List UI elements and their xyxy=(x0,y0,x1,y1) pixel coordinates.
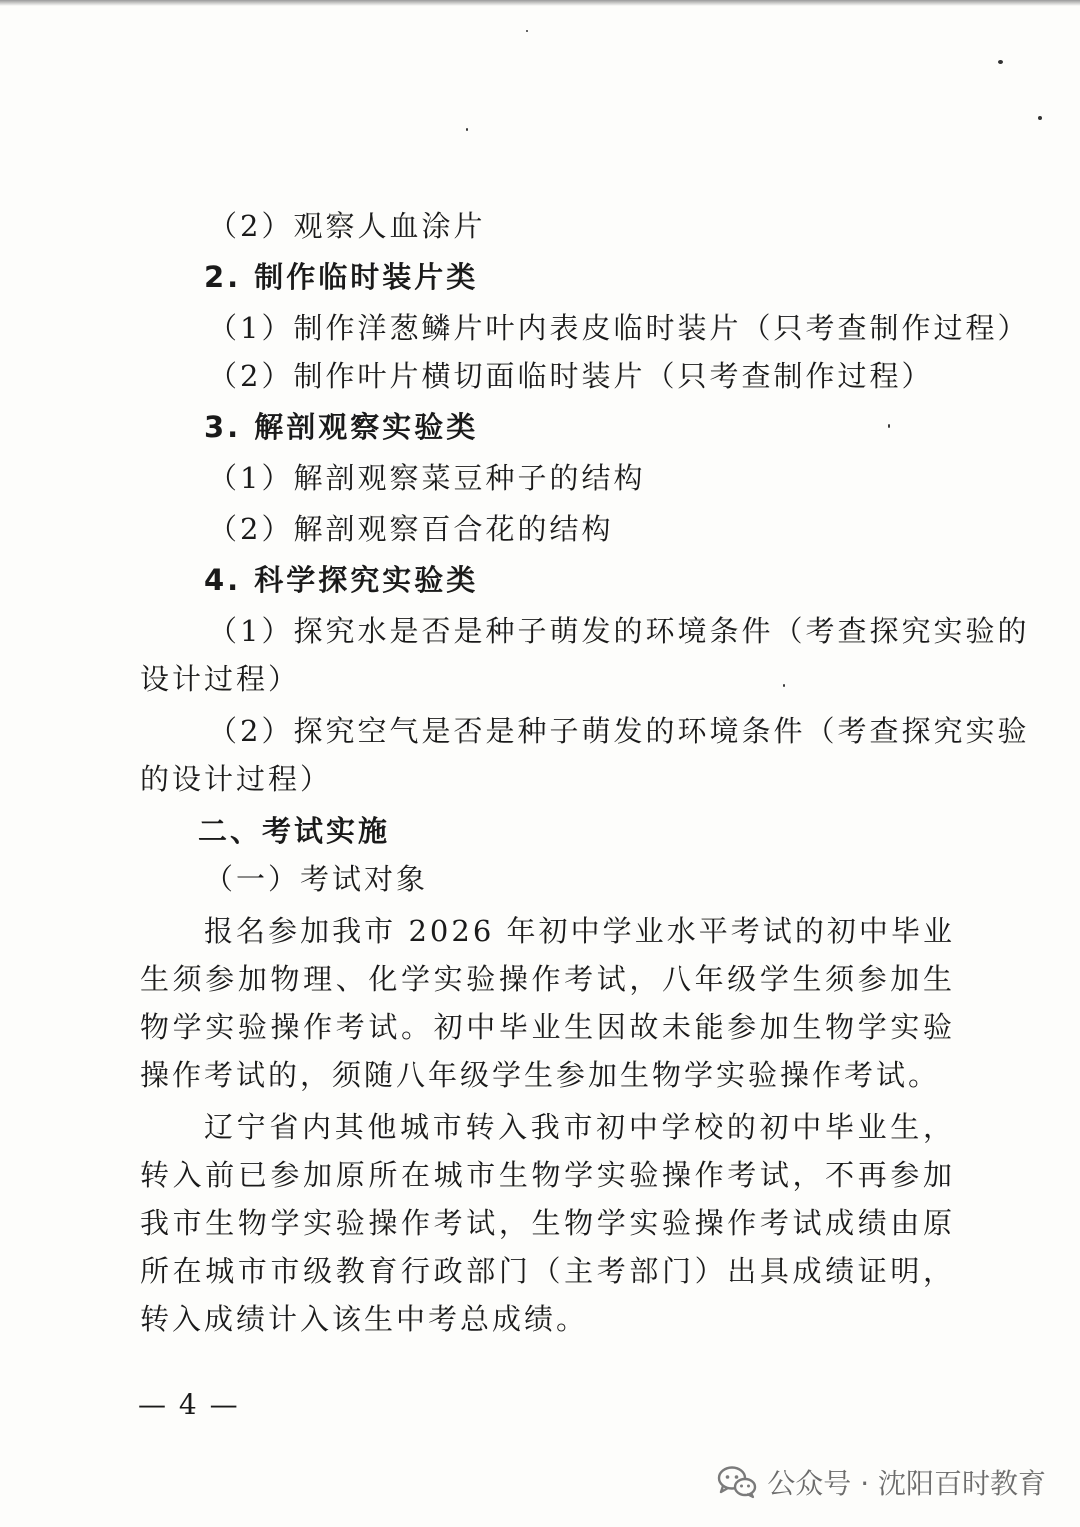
list-item: （1）探究水是否是种子萌发的环境条件（考查探究实验的 xyxy=(208,614,1030,648)
list-item-continuation: 设计过程） xyxy=(140,662,301,696)
list-item: （2）探究空气是否是种子萌发的环境条件（考查探究实验 xyxy=(208,714,1030,748)
scan-speck xyxy=(466,128,468,131)
watermark xyxy=(717,1462,1046,1502)
scan-speck xyxy=(998,60,1003,64)
list-item: （2）解剖观察百合花的结构 xyxy=(208,512,614,546)
list-item: （1）解剖观察菜豆种子的结构 xyxy=(208,461,646,495)
document-body xyxy=(140,202,1030,1343)
section-heading: 二、考试实施 xyxy=(198,814,391,848)
scan-top-edge xyxy=(0,0,1080,6)
subsection-heading: （一）考试对象 xyxy=(204,862,429,896)
scan-speck xyxy=(1038,116,1042,120)
list-item: （1）制作洋葱鳞片叶内表皮临时装片（只考查制作过程） xyxy=(208,311,1030,345)
list-item: （2）制作叶片横切面临时装片（只考查制作过程） xyxy=(208,359,934,393)
wechat-icon xyxy=(717,1465,757,1499)
category-heading: 2. 制作临时装片类 xyxy=(204,260,479,294)
scan-speck xyxy=(526,30,528,32)
category-heading: 3. 解剖观察实验类 xyxy=(204,410,479,444)
watermark-text: 公众号 · 沈阳百时教育 xyxy=(767,1467,1046,1500)
category-heading: 4. 科学探究实验类 xyxy=(204,563,479,597)
paragraph: 报名参加我市 2026 年初中学业水平考试的初中毕业生须参加物理、化学实验操作考试，八年级学生须参加生物学实验操作考试。初中毕业生因故未能参加生物学实验操作考试的，须随八年级学生参加生物学实验操作考试。 xyxy=(140,914,955,1092)
list-item-continuation: 的设计过程） xyxy=(140,762,333,796)
list-item: （2）观察人血涂片 xyxy=(208,209,486,243)
paragraph: 辽宁省内其他城市转入我市初中学校的初中毕业生，转入前已参加原所在城市生物学实验操作考试，不再参加我市生物学实验操作考试，生物学实验操作考试成绩由原所在城市市级教育行政部门（主考部门）出具成绩证明，转入成绩计入该生中考总成绩。 xyxy=(140,1110,955,1336)
page-number: — 4 — xyxy=(138,1388,240,1421)
